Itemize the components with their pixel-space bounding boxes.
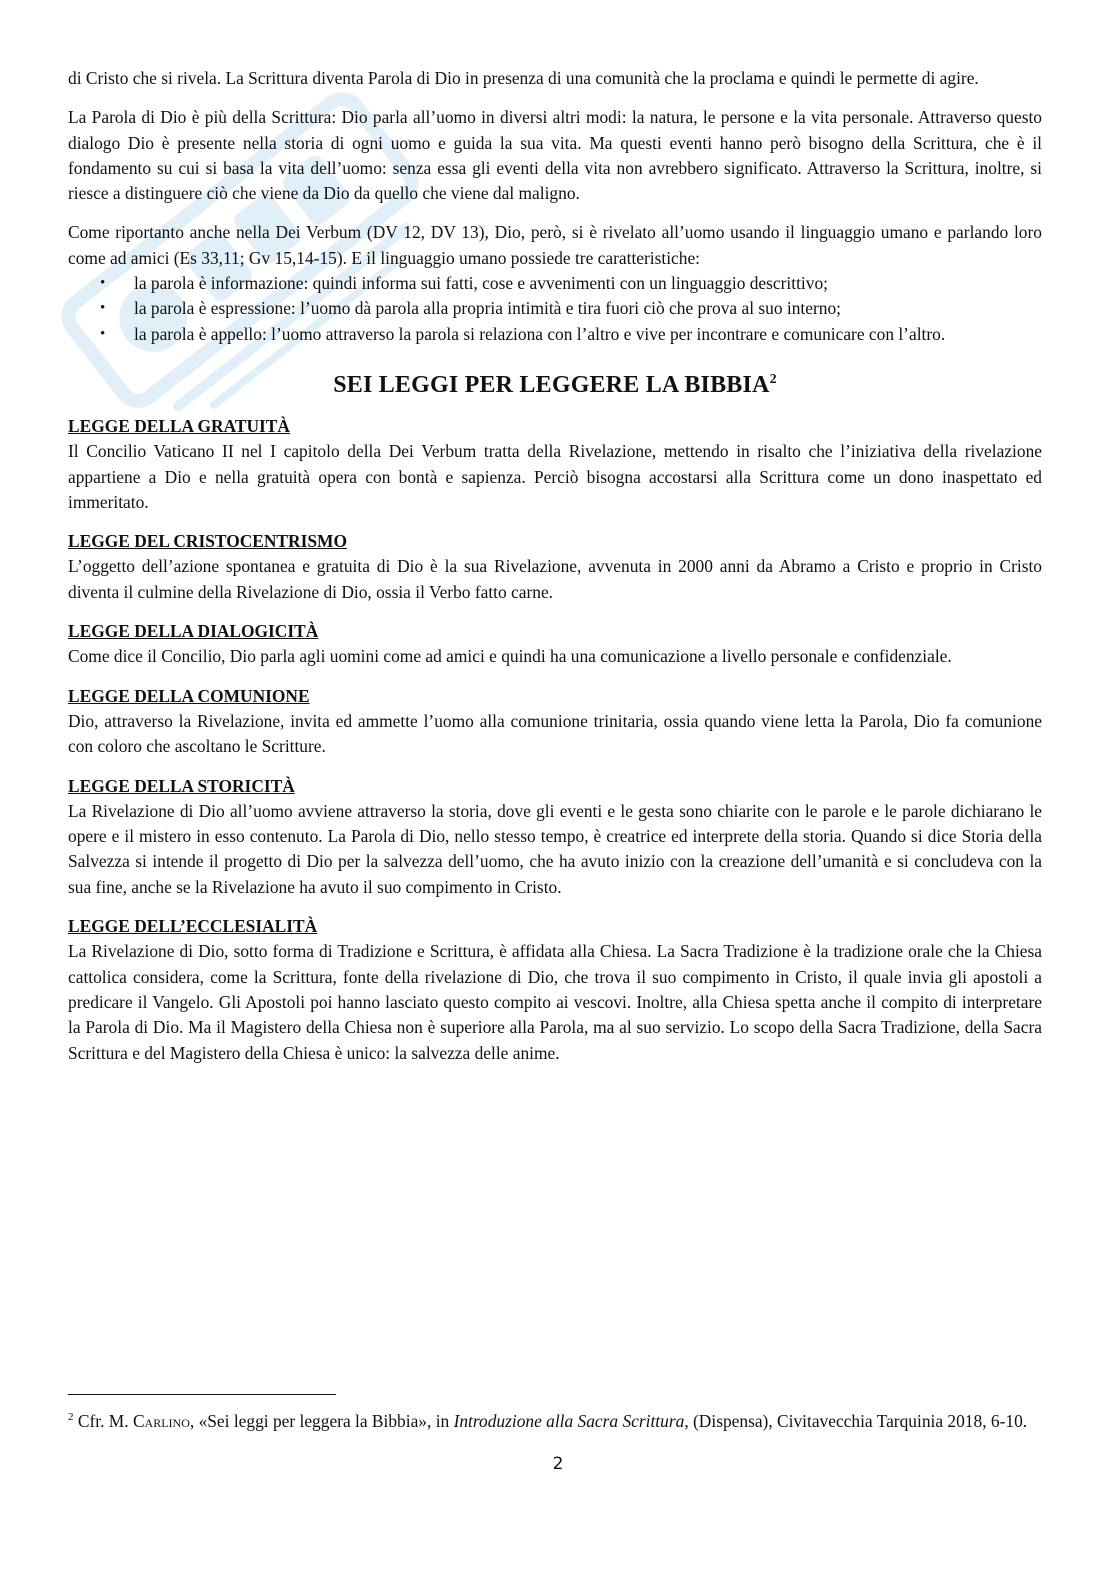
bullet-icon: • — [100, 275, 106, 292]
intro-paragraph-3: Come riportanto anche nella Dei Verbum (DV 12, DV 13), Dio, però, si è rivelato all’uomo usando il linguaggio umano e parlando loro come ad amici (Es 33,11; Gv 15,14-15). E il linguaggio umano possiede tre caratteristiche: — [68, 222, 1042, 268]
footnote-separator — [68, 1394, 336, 1395]
law-section-dialogicita — [68, 619, 1042, 670]
law-body: La Rivelazione di Dio all’uomo avviene attraverso la storia, dove gli eventi e le gesta sono chiarite con le parole e le parole dichiarano le opere e il mistero in esso contenuto. La Parola di Dio, nello stesso tempo, è creatrice ed interprete della storia. Quando si dice Storia della Salvezza si intende il progetto di Dio per la salvezza dell’uomo, che ha avuto inizio con la creazione dell’umanità e si concludeva con la sua fine, anche se la Rivelazione ha avuto il suo compimento in Cristo. — [68, 800, 1042, 897]
law-section-gratuita — [68, 414, 1042, 515]
law-section-storicita — [68, 774, 1042, 900]
law-heading: LEGGE DELLA GRATUITÀ — [68, 415, 290, 436]
bullet-icon: • — [100, 300, 106, 317]
law-body: Il Concilio Vaticano II nel I capitolo della Dei Verbum tratta della Rivelazione, mettendo in risalto che l’iniziativa della rivelazione appartiene a Dio e nella gratuità opera con bontà e sapienza. Perciò bisogna accostarsi alla Scrittura come un dono inaspettato ed immeritato. — [68, 441, 1042, 512]
list-item-text: la parola è informazione: quindi informa sui fatti, cose e avvenimenti con un linguaggio descrittivo; — [134, 273, 828, 294]
law-heading: LEGGE DELL’ECCLESIALITÀ — [68, 916, 318, 937]
main-content — [68, 66, 1042, 1066]
law-section-cristocentrismo — [68, 529, 1042, 605]
footnote-number: 2 — [68, 1411, 74, 1423]
list-item — [68, 271, 1042, 296]
section-title — [68, 365, 1042, 400]
law-section-comunione — [68, 684, 1042, 760]
bullet-icon: • — [100, 325, 106, 342]
list-item-text: la parola è espressione: l’uomo dà parola alla propria intimità e tira fuori ciò che prova al suo interno; — [134, 298, 841, 319]
law-heading: LEGGE DELLA STORICITÀ — [68, 775, 295, 796]
section-title-text: SEI LEGGI PER LEGGERE LA BIBBIA — [333, 371, 770, 398]
list-item — [68, 296, 1042, 321]
law-body: L’oggetto dell’azione spontanea e gratuita di Dio è la sua Rivelazione, avvenuta in 2000 anni da Abramo a Cristo e proprio in Cristo diventa il culmine della Rivelazione di Dio, ossia il Verbo fatto carne. — [68, 556, 1042, 602]
law-body: La Rivelazione di Dio, sotto forma di Tradizione e Scrittura, è affidata alla Chiesa. La Sacra Tradizione è la tradizione orale che la Chiesa cattolica considera, come la Scrittura, fonte della rivelazione di Dio, che trova il suo compimento in Cristo, il quale invia gli apostoli a predicare il Vangelo. Gli Apostoli poi hanno lasciato questo compito ai vescovi. Inoltre, alla Chiesa spetta anche il compito di interpretare la Parola di Dio. Ma il Magistero della Chiesa non è superiore alla Parola, ma al suo servizio. Lo scopo della Sacra Tradizione, della Sacra Scrittura e del Magistero della Chiesa è unico: la salvezza delle anime. — [68, 941, 1042, 1063]
footnote-suffix: , (Dispensa), Civitavecchia Tarquinia 2018, 6-10. — [684, 1410, 1028, 1431]
intro-paragraph-1: di Cristo che si rivela. La Scrittura diventa Parola di Dio in presenza di una comunità che la proclama e quindi le permette di agire. — [68, 68, 979, 88]
footnote-work-title: Introduzione alla Sacra Scrittura — [453, 1410, 685, 1431]
law-heading: LEGGE DEL CRISTOCENTRISMO — [68, 531, 347, 552]
law-body: Dio, attraverso la Rivelazione, invita ed ammette l’uomo alla comunione trinitaria, ossia quando viene letta la Parola, Dio fa comunione con coloro che ascoltano le Scritture. — [68, 710, 1042, 757]
law-section-ecclesialita — [68, 914, 1042, 1066]
list-item — [68, 322, 1042, 347]
law-body: Come dice il Concilio, Dio parla agli uomini come ad amici e quindi ha una comunicazione a livello personale e confidenziale. — [68, 646, 952, 667]
footnote-middle: , «Sei leggi per leggera la Bibbia», in — [189, 1410, 454, 1431]
language-characteristics-list — [68, 271, 1042, 347]
footnote-reference[interactable]: 2 — [769, 371, 777, 387]
law-heading: LEGGE DELLA COMUNIONE — [68, 685, 310, 706]
footnote-author: Carlino — [132, 1410, 190, 1431]
page-number: 2 — [552, 1454, 564, 1474]
footnote — [68, 1405, 1042, 1434]
intro-paragraph-2: La Parola di Dio è più della Scrittura: Dio parla all’uomo in diversi altri modi: la natura, le persone e la vita personale. Attraverso questo dialogo Dio è presente nella storia di ogni uomo e guida la sua vita. Ma questi eventi hanno però bisogno della Scrittura, che è il fondamento su cui si basa la vita dell’uomo: senza essa gli eventi della vita non avrebbero significato. Attraverso la Scrittura, inoltre, si riesce a distinguere ciò che viene da Dio da quello che viene dal maligno. — [68, 107, 1042, 204]
law-heading: LEGGE DELLA DIALOGICITÀ — [68, 621, 319, 642]
footnote-prefix: Cfr. M. — [77, 1410, 133, 1431]
list-item-text: la parola è appello: l’uomo attraverso la parola si relaziona con l’altro e vive per incontrare e comunicare con l’altro. — [134, 323, 946, 344]
